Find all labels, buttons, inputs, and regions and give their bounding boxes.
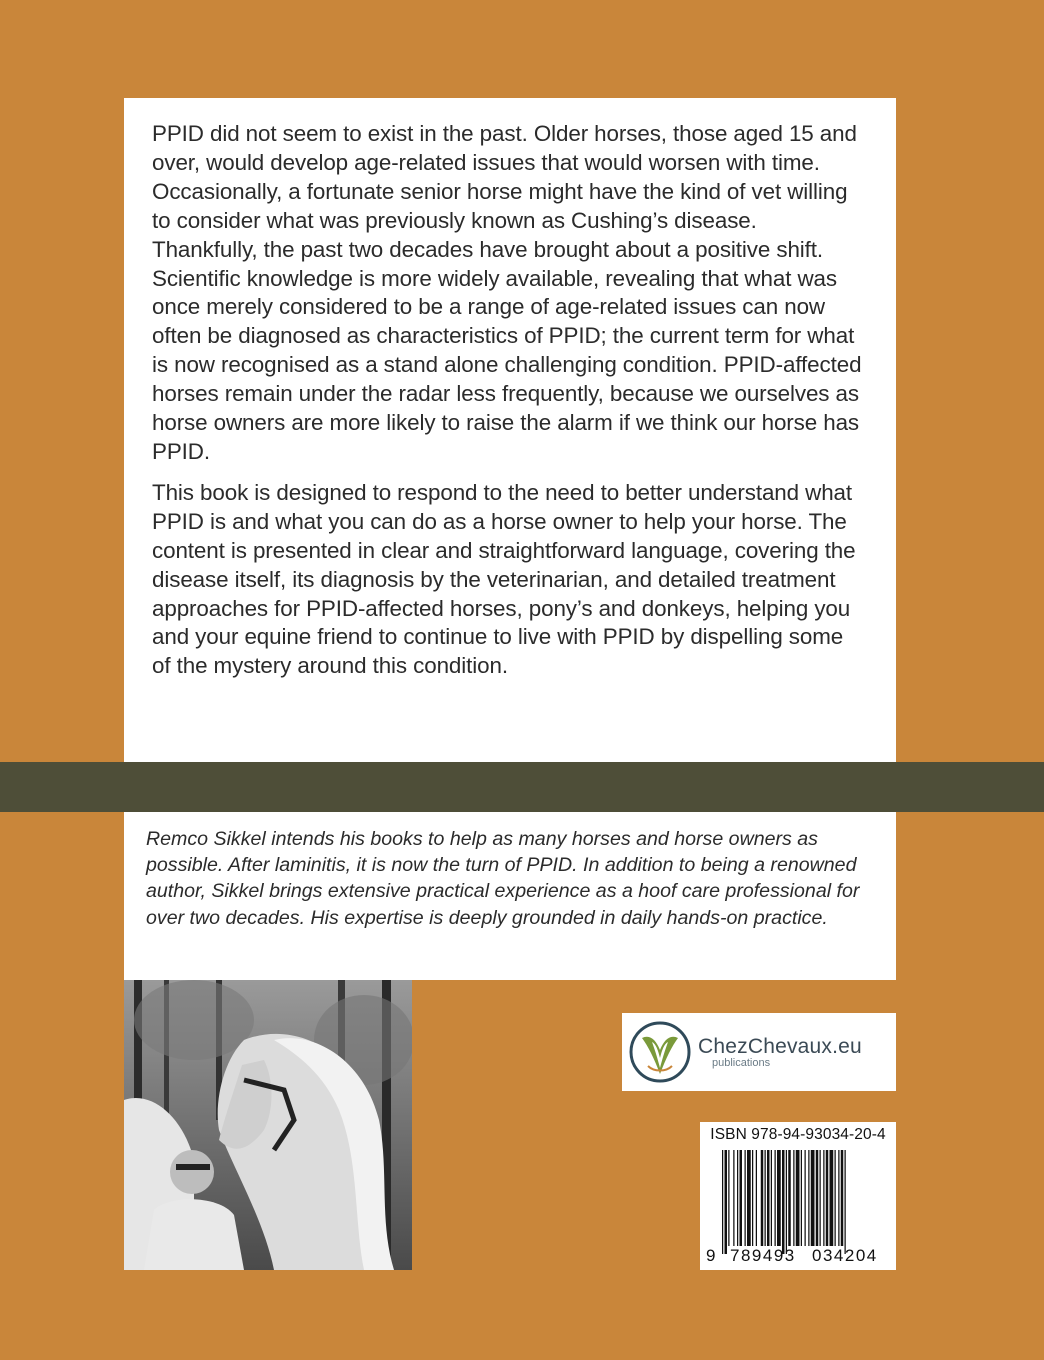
barcode-bar bbox=[756, 1150, 757, 1246]
barcode-bar bbox=[808, 1150, 809, 1246]
barcode-bar bbox=[838, 1150, 839, 1246]
barcode-bar bbox=[823, 1150, 824, 1246]
barcode-bar bbox=[765, 1150, 766, 1246]
barcode-bar bbox=[777, 1150, 781, 1246]
barcode-bar bbox=[733, 1150, 734, 1246]
barcode-digits-left: 789493 bbox=[730, 1246, 796, 1265]
barcode-bar bbox=[725, 1150, 728, 1254]
barcode-bar bbox=[761, 1150, 764, 1246]
barcode-bar bbox=[801, 1150, 802, 1246]
barcode-bar bbox=[826, 1150, 829, 1246]
barcode-bar bbox=[786, 1150, 787, 1254]
barcode-bar bbox=[775, 1150, 776, 1246]
barcode-bar bbox=[816, 1150, 819, 1246]
barcode-bar bbox=[752, 1150, 753, 1246]
barcode-bar bbox=[728, 1150, 729, 1246]
publisher-sub: publications bbox=[712, 1057, 771, 1069]
barcode-bar bbox=[788, 1150, 791, 1246]
barcode-bar bbox=[835, 1150, 836, 1246]
author-photo bbox=[124, 980, 412, 1270]
isbn-label: ISBN 978-94-93034-20-4 bbox=[710, 1126, 886, 1143]
barcode-bar bbox=[782, 1150, 785, 1254]
barcode-digit-first: 9 bbox=[706, 1246, 716, 1265]
barcode-bar bbox=[745, 1150, 746, 1246]
author-bio-text: Remco Sikkel intends his books to help as many horses and horse owners as possible. After laminitis, it is now the turn of PPID. In addition to being a renowned author, Sikkel brings extensive practical experience as a hoof care professional for over two decades. His expertise is deeply grounded in daily hands-on practice. bbox=[146, 828, 860, 929]
barcode-bar bbox=[793, 1150, 794, 1246]
barcode-bar bbox=[767, 1150, 770, 1246]
author-with-horse-image bbox=[124, 980, 412, 1270]
barcode-digits bbox=[700, 1246, 896, 1268]
divider-band bbox=[0, 762, 1044, 812]
barcode-bar bbox=[811, 1150, 815, 1246]
description-paragraph-2: This book is designed to respond to the need to better understand what PPID is and what you can do as a horse owner to help your horse. The content is presented in clear and straightforward language, covering the disease itself, its diagnosis by the veterinarian, and detailed treatment approaches for PPID-affected horses, pony’s and donkeys, helping you and your equine friend to continue to live with PPID by dispelling some of the mystery around this condition. bbox=[152, 479, 856, 679]
barcode-bar bbox=[722, 1150, 723, 1254]
barcode-bar bbox=[820, 1150, 821, 1246]
barcode-bar bbox=[830, 1150, 834, 1246]
barcode-bar bbox=[805, 1150, 806, 1246]
description-paragraph-1: PPID did not seem to exist in the past. Older horses, those aged 15 and over, would develop age-related issues that would worsen with time. Occasionally, a fortunate senior horse might have the kind of vet willing to consider what was previously known as Cushing’s disease. Thankfully, the past two decades have brought about a positive shift. Scientific knowledge is more widely available, revealing that what was once merely considered to be a range of age-related issues can now often be diagnosed as characteristics of PPID; the current term for what is now recognised as a stand alone challenging condition. PPID-affected horses remain under the radar less frequently, because we ourselves as horse owners are more likely to raise the alarm if we think our horse has PPID. bbox=[152, 121, 862, 464]
publisher-name: ChezChevaux.eu bbox=[698, 1035, 862, 1058]
barcode-bar bbox=[845, 1150, 846, 1254]
barcode-bar bbox=[737, 1150, 738, 1246]
isbn-barcode bbox=[700, 1122, 896, 1270]
barcode-bar bbox=[841, 1150, 844, 1246]
horse-hoof-emblem-icon bbox=[628, 1020, 692, 1084]
barcode-bar bbox=[771, 1150, 772, 1246]
author-bio-panel bbox=[124, 812, 896, 980]
barcode-digits-right: 034204 bbox=[812, 1246, 878, 1265]
barcode-bar bbox=[740, 1150, 743, 1246]
description-panel bbox=[124, 98, 896, 762]
publisher-logo bbox=[622, 1013, 896, 1091]
barcode-bar bbox=[747, 1150, 751, 1246]
barcode-bar bbox=[796, 1150, 800, 1246]
